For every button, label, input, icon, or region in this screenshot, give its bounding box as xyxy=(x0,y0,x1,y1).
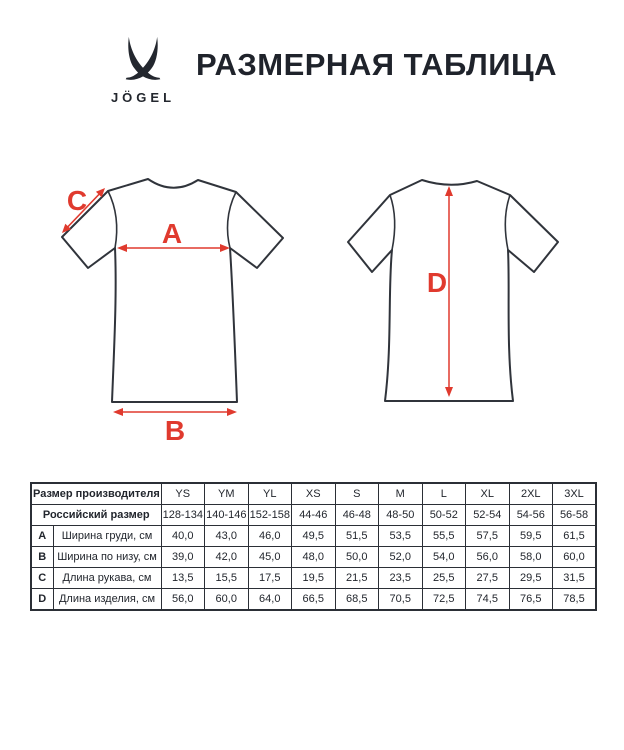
value-cell: 17,5 xyxy=(248,568,292,589)
value-cell: 59,5 xyxy=(509,526,553,547)
measure-row-chest xyxy=(31,526,596,547)
value-cell: 56,0 xyxy=(161,589,205,611)
size-header: YL xyxy=(248,483,292,505)
manufacturer-size-label: Размер производителя xyxy=(31,483,161,505)
russian-size-cell: 44-46 xyxy=(292,505,336,526)
value-cell: 52,0 xyxy=(379,547,423,568)
russian-size-cell: 54-56 xyxy=(509,505,553,526)
value-cell: 29,5 xyxy=(509,568,553,589)
russian-size-cell: 56-58 xyxy=(553,505,597,526)
value-cell: 49,5 xyxy=(292,526,336,547)
value-cell: 31,5 xyxy=(553,568,597,589)
russian-size-cell: 140-146 xyxy=(205,505,249,526)
value-cell: 56,0 xyxy=(466,547,510,568)
back-shirt-diagram xyxy=(335,165,605,450)
jogel-logo-icon xyxy=(110,36,176,88)
page-title: РАЗМЕРНАЯ ТАБЛИЦА xyxy=(196,47,558,82)
value-cell: 78,5 xyxy=(553,589,597,611)
size-header: YM xyxy=(205,483,249,505)
value-cell: 70,5 xyxy=(379,589,423,611)
value-cell: 74,5 xyxy=(466,589,510,611)
value-cell: 27,5 xyxy=(466,568,510,589)
value-cell: 54,0 xyxy=(422,547,466,568)
value-cell: 43,0 xyxy=(205,526,249,547)
value-cell: 48,0 xyxy=(292,547,336,568)
sleeve-length-label: C xyxy=(66,185,88,216)
value-cell: 68,5 xyxy=(335,589,379,611)
size-table xyxy=(30,482,597,611)
measure-row-sleeve xyxy=(31,568,596,589)
measure-row-length xyxy=(31,589,596,611)
size-table-section xyxy=(30,482,595,611)
measure-key: A xyxy=(31,526,53,547)
manufacturer-size-row xyxy=(31,483,596,505)
value-cell: 40,0 xyxy=(161,526,205,547)
value-cell: 60,0 xyxy=(553,547,597,568)
size-header: L xyxy=(422,483,466,505)
size-header: 3XL xyxy=(553,483,597,505)
size-header: XL xyxy=(466,483,510,505)
value-cell: 25,5 xyxy=(422,568,466,589)
value-cell: 57,5 xyxy=(466,526,510,547)
russian-size-cell: 48-50 xyxy=(379,505,423,526)
value-cell: 55,5 xyxy=(422,526,466,547)
size-header: 2XL xyxy=(509,483,553,505)
size-header: M xyxy=(379,483,423,505)
value-cell: 23,5 xyxy=(379,568,423,589)
back-shirt-outline xyxy=(348,180,558,401)
value-cell: 64,0 xyxy=(248,589,292,611)
value-cell: 39,0 xyxy=(161,547,205,568)
russian-size-cell: 128-134 xyxy=(161,505,205,526)
value-cell: 53,5 xyxy=(379,526,423,547)
value-cell: 21,5 xyxy=(335,568,379,589)
bottom-width-label: B xyxy=(164,415,186,446)
brand-name: JÖGEL xyxy=(110,90,176,105)
value-cell: 50,0 xyxy=(335,547,379,568)
russian-size-label: Российский размер xyxy=(31,505,161,526)
value-cell: 19,5 xyxy=(292,568,336,589)
measure-label: Ширина груди, см xyxy=(53,526,161,547)
value-cell: 60,0 xyxy=(205,589,249,611)
value-cell: 45,0 xyxy=(248,547,292,568)
measure-key: D xyxy=(31,589,53,611)
russian-size-cell: 46-48 xyxy=(335,505,379,526)
front-shirt-diagram xyxy=(40,165,300,450)
garment-length-label: D xyxy=(426,267,448,298)
value-cell: 76,5 xyxy=(509,589,553,611)
russian-size-cell: 50-52 xyxy=(422,505,466,526)
size-header: XS xyxy=(292,483,336,505)
measure-row-bottom xyxy=(31,547,596,568)
front-shirt-outline xyxy=(62,179,283,402)
measure-label: Длина рукава, см xyxy=(53,568,161,589)
russian-size-cell: 52-54 xyxy=(466,505,510,526)
russian-size-cell: 152-158 xyxy=(248,505,292,526)
value-cell: 51,5 xyxy=(335,526,379,547)
value-cell: 42,0 xyxy=(205,547,249,568)
measure-key: B xyxy=(31,547,53,568)
measure-key: C xyxy=(31,568,53,589)
value-cell: 66,5 xyxy=(292,589,336,611)
value-cell: 15,5 xyxy=(205,568,249,589)
size-header: YS xyxy=(161,483,205,505)
chest-width-label: A xyxy=(161,218,183,249)
russian-size-row xyxy=(31,505,596,526)
value-cell: 61,5 xyxy=(553,526,597,547)
measure-label: Длина изделия, см xyxy=(53,589,161,611)
value-cell: 13,5 xyxy=(161,568,205,589)
size-header: S xyxy=(335,483,379,505)
value-cell: 58,0 xyxy=(509,547,553,568)
value-cell: 72,5 xyxy=(422,589,466,611)
measure-label: Ширина по низу, см xyxy=(53,547,161,568)
value-cell: 46,0 xyxy=(248,526,292,547)
